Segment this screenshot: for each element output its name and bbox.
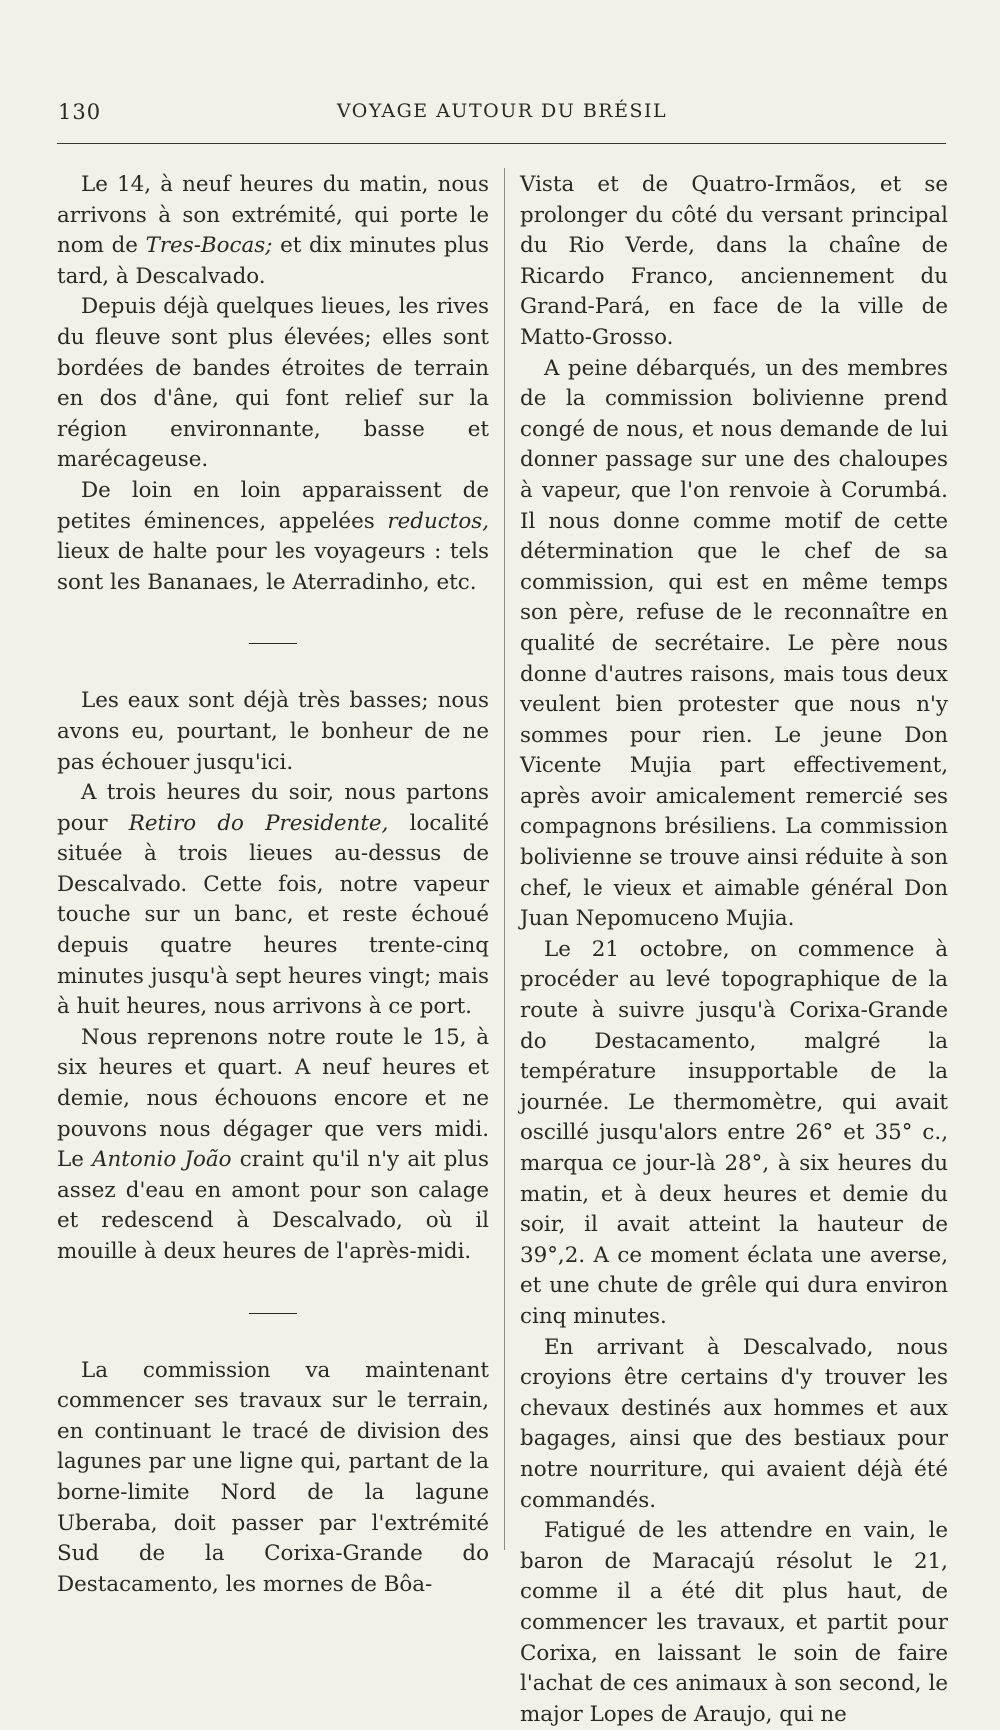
paragraph: Depuis déjà quelques lieues, les rives du fleuve sont plus élevées; elles sont bordées de bandes étroites de terrain en dos d'âne, qui font relief sur la région environnante, basse et marécageuse. [57,294,489,473]
left-column [57,170,490,1597]
paragraph: Nous reprenons notre route le 15, à six heures et quart. A neuf heures et demie, nous échouons encore et ne pouvons nous dégager que vers midi. Le Antonio João craint qu'il n'y ait plus assez d'eau en amont pour son calage et redescend à Descalvado, où il mouille à deux heures de l'après-midi. [57,1024,489,1264]
paragraph: Fatigué de les attendre en vain, le baron de Maracajú résolut le 21, comme il a été dit plus haut, de commencer les travaux, et partit pour Corixa, en laissant le soin de faire l'achat de ces animaux à son second, le major Lopes de Araujo, qui ne [520,1518,948,1727]
running-title: VOYAGE AUTOUR DU BRÉSIL [336,100,668,122]
paragraph: Le 21 octobre, on commence à procéder au levé topographique de la route à suivre jusqu'à Corixa-Grande do Destacamento, malgré la température insupportable de la journée. Le thermomètre, qui avait oscillé jusqu'alors entre 26° et 35° c., marqua ce jour-là 28°, à six heures du matin, et à deux heures et demie du soir, il avait atteint la hauteur de 39°,2. A ce moment éclata une averse, et une chute de grêle qui dura environ cinq minutes. [520,936,948,1329]
paragraph: A trois heures du soir, nous partons pour Retiro do Presidente, localité située à trois lieues au-dessus de Descalvado. Cette fois, notre vapeur touche sur un banc, et reste échoué depuis quatre heures trente-cinq minutes jusqu'à sept heures vingt; mais à huit heures, nous arrivons à ce port. [57,780,489,1020]
section-separator [249,1313,297,1314]
paragraph: Le 14, à neuf heures du matin, nous arrivons à son extrémité, qui porte le nom de Tres-Bocas; et dix minutes plus tard, à Descalvado. [57,172,490,289]
paragraph: A peine débarqués, un des membres de la commission bolivienne prend congé de nous, et nous demande de lui donner passage sur une des chaloupes à vapeur, que l'on renvoie à Corumbá. Il nous donne comme motif de cette détermination que le chef de sa commission, qui est en même temps son père, refuse de le reconnaître en qualité de secrétaire. Le père nous donne d'autres raisons, mais tous deux veulent bien protester que nous n'y sommes pour rien. Le jeune Don Vicente Mujia part effectivement, après avoir amicalement remercié ses compagnons brésiliens. La commission bolivienne se trouve ainsi réduite à son chef, le vieux et aimable général Don Juan Nepomuceno Mujia. [520,355,948,932]
paragraph: En arrivant à Descalvado, nous croyions être certains d'y trouver les chevaux destinés aux hommes et aux bagages, ainsi que des bestiaux pour notre nourriture, qui avaient déjà été commandés. [520,1334,948,1513]
page-header [58,100,946,134]
paragraph: Vista et de Quatro-Irmãos, et se prolonger du côté du versant principal du Rio Verde, dans la chaîne de Ricardo Franco, anciennement du Grand-Pará, en face de la ville de Matto-Grosso. [520,172,948,350]
section-separator [249,643,297,644]
header-rule [57,143,946,144]
paragraph: De loin en loin apparaissent de petites éminences, appelées reductos, lieux de halte pour les voyageurs : tels sont les Bananaes, le Aterradinho, etc. [57,477,489,595]
paragraph: La commission va maintenant commencer ses travaux sur le terrain, en continuant le tracé de division des lagunes par une ligne qui, partant de la borne-limite Nord de la lagune Uberaba, doit passer par l'extrémité Sud de la Corixa-Grande do Destacamento, les mornes de Bôa- [57,1357,489,1597]
paragraph: Les eaux sont déjà très basses; nous avons eu, pourtant, le bonheur de ne pas échouer jusqu'ici. [57,688,489,775]
page-number: 130 [58,100,102,124]
column-divider [504,168,505,1550]
right-column [520,170,948,1727]
